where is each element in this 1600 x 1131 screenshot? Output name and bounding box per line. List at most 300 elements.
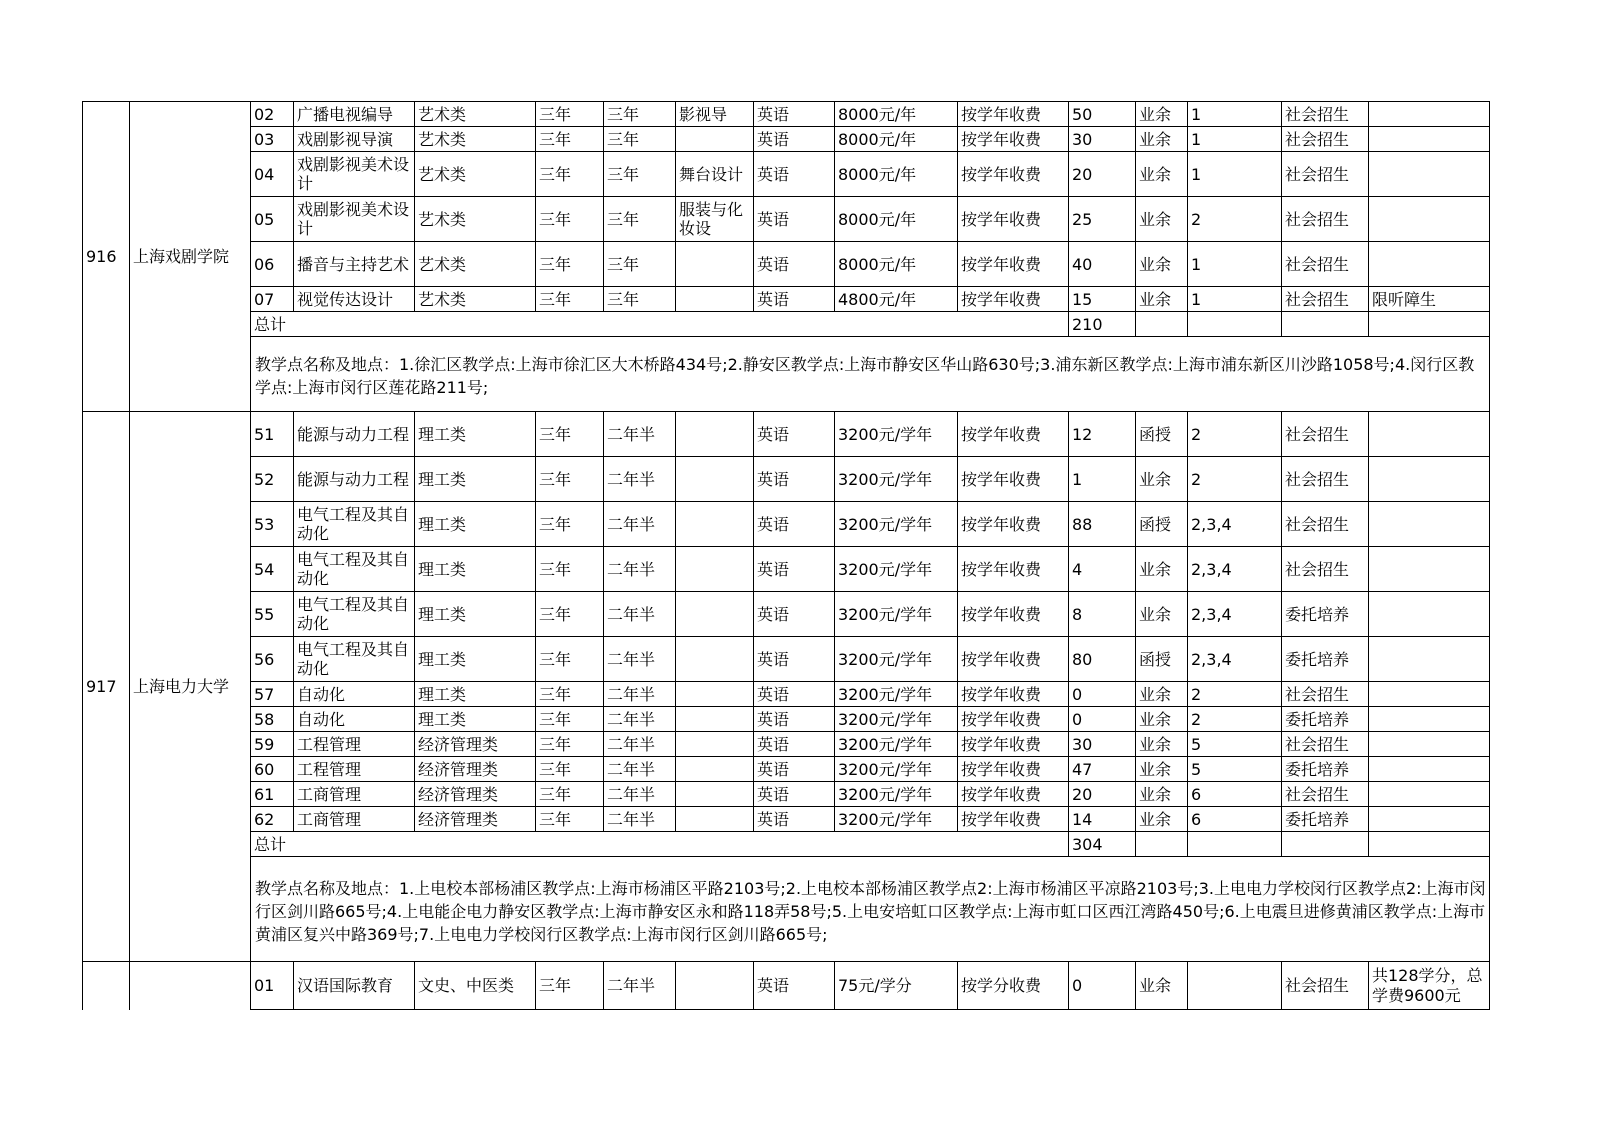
cell-category: 艺术类	[415, 152, 536, 197]
table-row	[83, 682, 1490, 707]
total-row	[83, 312, 1490, 337]
cell-source: 社会招生	[1282, 962, 1369, 1010]
cell-plan: 0	[1069, 707, 1136, 732]
cell-method: 按学年收费	[958, 127, 1069, 152]
cell-method: 按学年收费	[958, 682, 1069, 707]
cell-direction	[676, 707, 754, 732]
cell-method: 按学年收费	[958, 807, 1069, 832]
cell-note	[1369, 502, 1490, 547]
cell-plan: 15	[1069, 287, 1136, 312]
cell-major: 电气工程及其自动化	[294, 637, 415, 682]
cell-source: 社会招生	[1282, 502, 1369, 547]
cell-d2: 二年半	[604, 547, 676, 592]
cell-direction	[676, 127, 754, 152]
cell-method: 按学年收费	[958, 102, 1069, 127]
cell-site: 1	[1188, 127, 1282, 152]
cell-d1: 三年	[536, 457, 604, 502]
table-row	[83, 457, 1490, 502]
total-empty-note	[1369, 312, 1490, 337]
cell-source: 社会招生	[1282, 547, 1369, 592]
cell-method: 按学年收费	[958, 457, 1069, 502]
cell-no: 62	[251, 807, 294, 832]
cell-d1: 三年	[536, 127, 604, 152]
cell-fee: 8000元/年	[835, 152, 958, 197]
table-row	[83, 707, 1490, 732]
cell-source: 社会招生	[1282, 732, 1369, 757]
cell-fee: 75元/学分	[835, 962, 958, 1010]
cell-note	[1369, 732, 1490, 757]
cell-site	[1188, 962, 1282, 1010]
cell-site: 2,3,4	[1188, 637, 1282, 682]
cell-d1: 三年	[536, 732, 604, 757]
total-value: 304	[1069, 832, 1136, 857]
cell-form: 业余	[1136, 127, 1188, 152]
cell-site: 1	[1188, 152, 1282, 197]
cell-note	[1369, 152, 1490, 197]
cell-exam: 英语	[754, 732, 835, 757]
cell-no: 06	[251, 242, 294, 287]
total-empty-form	[1136, 312, 1188, 337]
cell-category: 经济管理类	[415, 782, 536, 807]
cell-major: 工商管理	[294, 807, 415, 832]
cell-direction	[676, 807, 754, 832]
cell-direction	[676, 242, 754, 287]
cell-d2: 二年半	[604, 782, 676, 807]
cell-no: 53	[251, 502, 294, 547]
cell-no: 55	[251, 592, 294, 637]
cell-note	[1369, 242, 1490, 287]
cell-no: 54	[251, 547, 294, 592]
cell-no: 56	[251, 637, 294, 682]
cell-direction	[676, 682, 754, 707]
cell-no: 61	[251, 782, 294, 807]
cell-method: 按学年收费	[958, 152, 1069, 197]
cell-plan: 47	[1069, 757, 1136, 782]
cell-plan: 20	[1069, 782, 1136, 807]
cell-major: 工商管理	[294, 782, 415, 807]
cell-exam: 英语	[754, 707, 835, 732]
table-row	[83, 782, 1490, 807]
school-code: 917	[83, 412, 130, 962]
cell-method: 按学年收费	[958, 547, 1069, 592]
cell-no: 60	[251, 757, 294, 782]
cell-d2: 二年半	[604, 707, 676, 732]
cell-exam: 英语	[754, 592, 835, 637]
cell-note	[1369, 682, 1490, 707]
total-row	[83, 832, 1490, 857]
cell-fee: 3200元/学年	[835, 782, 958, 807]
cell-plan: 25	[1069, 197, 1136, 242]
cell-exam: 英语	[754, 757, 835, 782]
cell-major: 汉语国际教育	[294, 962, 415, 1010]
table-row	[83, 287, 1490, 312]
cell-plan: 30	[1069, 127, 1136, 152]
cell-fee: 3200元/学年	[835, 547, 958, 592]
cell-category: 理工类	[415, 637, 536, 682]
cell-category: 理工类	[415, 502, 536, 547]
cell-category: 艺术类	[415, 127, 536, 152]
cell-major: 自动化	[294, 682, 415, 707]
cell-major: 工程管理	[294, 757, 415, 782]
table-row	[83, 127, 1490, 152]
cell-source: 社会招生	[1282, 682, 1369, 707]
cell-plan: 8	[1069, 592, 1136, 637]
cell-direction	[676, 457, 754, 502]
cell-d2: 二年半	[604, 457, 676, 502]
teaching-sites-text: 教学点名称及地点：1.徐汇区教学点:上海市徐汇区大木桥路434号;2.静安区教学点:上海市静安区华山路630号;3.浦东新区教学点:上海市浦东新区川沙路1058号;4.闵行区教学点:上海市闵行区莲花路211号;	[251, 337, 1490, 412]
cell-method: 按学年收费	[958, 242, 1069, 287]
cell-no: 51	[251, 412, 294, 457]
cell-fee: 3200元/学年	[835, 807, 958, 832]
cell-d1: 三年	[536, 707, 604, 732]
cell-method: 按学分收费	[958, 962, 1069, 1010]
school-code	[83, 962, 130, 1010]
cell-d1: 三年	[536, 757, 604, 782]
cell-d1: 三年	[536, 962, 604, 1010]
cell-note	[1369, 637, 1490, 682]
cell-d1: 三年	[536, 152, 604, 197]
cell-form: 业余	[1136, 457, 1188, 502]
cell-exam: 英语	[754, 547, 835, 592]
cell-source: 委托培养	[1282, 707, 1369, 732]
cell-site: 1	[1188, 287, 1282, 312]
cell-category: 理工类	[415, 547, 536, 592]
cell-source: 委托培养	[1282, 592, 1369, 637]
cell-note	[1369, 782, 1490, 807]
cell-d2: 二年半	[604, 682, 676, 707]
cell-note	[1369, 127, 1490, 152]
cell-direction	[676, 502, 754, 547]
total-empty-source	[1282, 832, 1369, 857]
cell-site: 2	[1188, 412, 1282, 457]
cell-d2: 三年	[604, 287, 676, 312]
cell-plan: 50	[1069, 102, 1136, 127]
cell-d1: 三年	[536, 502, 604, 547]
cell-site: 2	[1188, 197, 1282, 242]
cell-category: 艺术类	[415, 287, 536, 312]
cell-direction	[676, 757, 754, 782]
cell-fee: 3200元/学年	[835, 637, 958, 682]
cell-d1: 三年	[536, 287, 604, 312]
cell-plan: 12	[1069, 412, 1136, 457]
cell-fee: 8000元/年	[835, 102, 958, 127]
cell-major: 电气工程及其自动化	[294, 592, 415, 637]
cell-exam: 英语	[754, 197, 835, 242]
cell-direction	[676, 732, 754, 757]
cell-plan: 80	[1069, 637, 1136, 682]
cell-exam: 英语	[754, 412, 835, 457]
teaching-sites-text: 教学点名称及地点：1.上电校本部杨浦区教学点:上海市杨浦区平路2103号;2.上电校本部杨浦区教学点2:上海市杨浦区平凉路2103号;3.上电电力学校闵行区教学点2:上海市闵行区剑川路665号;4.上电能企电力静安区教学点:上海市静安区永和路118弄58号;5.上电安培虹口区教学点:上海市虹口区西江湾路450号;6.上电震旦进修黄浦区教学点:上海市黄浦区复兴中路369号;7.上电电力学校闵行区教学点:上海市闵行区剑川路665号;	[251, 857, 1490, 962]
cell-d2: 三年	[604, 127, 676, 152]
total-value: 210	[1069, 312, 1136, 337]
cell-category: 理工类	[415, 457, 536, 502]
cell-method: 按学年收费	[958, 502, 1069, 547]
cell-form: 函授	[1136, 637, 1188, 682]
cell-plan: 0	[1069, 682, 1136, 707]
cell-d1: 三年	[536, 412, 604, 457]
cell-note	[1369, 757, 1490, 782]
cell-category: 艺术类	[415, 242, 536, 287]
cell-fee: 3200元/学年	[835, 707, 958, 732]
cell-direction	[676, 637, 754, 682]
table-row	[83, 757, 1490, 782]
cell-d2: 三年	[604, 102, 676, 127]
cell-exam: 英语	[754, 457, 835, 502]
table-row	[83, 242, 1490, 287]
cell-form: 业余	[1136, 547, 1188, 592]
cell-d2: 三年	[604, 242, 676, 287]
cell-major: 视觉传达设计	[294, 287, 415, 312]
cell-d2: 二年半	[604, 962, 676, 1010]
cell-fee: 3200元/学年	[835, 732, 958, 757]
cell-major: 戏剧影视美术设计	[294, 152, 415, 197]
cell-source: 委托培养	[1282, 757, 1369, 782]
cell-d2: 二年半	[604, 732, 676, 757]
cell-major: 工程管理	[294, 732, 415, 757]
cell-d1: 三年	[536, 242, 604, 287]
cell-source: 社会招生	[1282, 242, 1369, 287]
cell-exam: 英语	[754, 962, 835, 1010]
cell-major: 广播电视编导	[294, 102, 415, 127]
cell-site: 2,3,4	[1188, 502, 1282, 547]
cell-d2: 三年	[604, 197, 676, 242]
cell-site: 6	[1188, 782, 1282, 807]
cell-form: 函授	[1136, 502, 1188, 547]
cell-major: 能源与动力工程	[294, 457, 415, 502]
total-empty-form	[1136, 832, 1188, 857]
total-label: 总计	[251, 832, 1069, 857]
cell-exam: 英语	[754, 152, 835, 197]
cell-exam: 英语	[754, 102, 835, 127]
cell-site: 2	[1188, 707, 1282, 732]
cell-category: 经济管理类	[415, 757, 536, 782]
cell-form: 业余	[1136, 707, 1188, 732]
cell-plan: 30	[1069, 732, 1136, 757]
cell-exam: 英语	[754, 682, 835, 707]
cell-site: 1	[1188, 242, 1282, 287]
school-code: 916	[83, 102, 130, 412]
cell-method: 按学年收费	[958, 637, 1069, 682]
cell-major: 电气工程及其自动化	[294, 547, 415, 592]
total-empty-note	[1369, 832, 1490, 857]
cell-major: 能源与动力工程	[294, 412, 415, 457]
cell-form: 业余	[1136, 682, 1188, 707]
cell-no: 01	[251, 962, 294, 1010]
cell-d1: 三年	[536, 637, 604, 682]
cell-d2: 二年半	[604, 807, 676, 832]
cell-note: 限听障生	[1369, 287, 1490, 312]
cell-site: 6	[1188, 807, 1282, 832]
cell-d1: 三年	[536, 807, 604, 832]
cell-plan: 14	[1069, 807, 1136, 832]
table-row	[83, 152, 1490, 197]
total-empty-site	[1188, 312, 1282, 337]
cell-plan: 88	[1069, 502, 1136, 547]
cell-direction	[676, 412, 754, 457]
cell-no: 58	[251, 707, 294, 732]
cell-no: 52	[251, 457, 294, 502]
cell-site: 2,3,4	[1188, 592, 1282, 637]
cell-d2: 二年半	[604, 412, 676, 457]
cell-category: 经济管理类	[415, 732, 536, 757]
cell-form: 业余	[1136, 152, 1188, 197]
cell-source: 社会招生	[1282, 457, 1369, 502]
cell-exam: 英语	[754, 127, 835, 152]
cell-no: 07	[251, 287, 294, 312]
table-row	[83, 412, 1490, 457]
cell-site: 1	[1188, 102, 1282, 127]
cell-method: 按学年收费	[958, 782, 1069, 807]
cell-d2: 三年	[604, 152, 676, 197]
cell-note	[1369, 807, 1490, 832]
cell-category: 经济管理类	[415, 807, 536, 832]
cell-fee: 3200元/学年	[835, 457, 958, 502]
cell-method: 按学年收费	[958, 287, 1069, 312]
school-name	[130, 962, 251, 1010]
cell-major: 电气工程及其自动化	[294, 502, 415, 547]
cell-direction: 影视导	[676, 102, 754, 127]
cell-d2: 二年半	[604, 637, 676, 682]
cell-d1: 三年	[536, 592, 604, 637]
cell-fee: 3200元/学年	[835, 592, 958, 637]
cell-d2: 二年半	[604, 757, 676, 782]
cell-site: 5	[1188, 732, 1282, 757]
cell-plan: 0	[1069, 962, 1136, 1010]
cell-category: 文史、中医类	[415, 962, 536, 1010]
cell-direction	[676, 592, 754, 637]
table-row	[83, 592, 1490, 637]
cell-major: 戏剧影视导演	[294, 127, 415, 152]
cell-form: 业余	[1136, 592, 1188, 637]
cell-source: 社会招生	[1282, 127, 1369, 152]
cell-source: 社会招生	[1282, 782, 1369, 807]
cell-form: 业余	[1136, 807, 1188, 832]
cell-direction	[676, 782, 754, 807]
cell-direction	[676, 547, 754, 592]
cell-d2: 二年半	[604, 592, 676, 637]
cell-note	[1369, 457, 1490, 502]
total-label: 总计	[251, 312, 1069, 337]
cell-site: 5	[1188, 757, 1282, 782]
table-row	[83, 102, 1490, 127]
cell-site: 2,3,4	[1188, 547, 1282, 592]
cell-category: 艺术类	[415, 102, 536, 127]
table-row	[83, 502, 1490, 547]
cell-plan: 40	[1069, 242, 1136, 287]
cell-site: 2	[1188, 682, 1282, 707]
cell-direction	[676, 962, 754, 1010]
cell-plan: 1	[1069, 457, 1136, 502]
cell-plan: 4	[1069, 547, 1136, 592]
cell-note	[1369, 547, 1490, 592]
cell-exam: 英语	[754, 287, 835, 312]
cell-fee: 8000元/年	[835, 127, 958, 152]
table-row	[83, 732, 1490, 757]
cell-no: 57	[251, 682, 294, 707]
cell-category: 理工类	[415, 707, 536, 732]
cell-form: 业余	[1136, 732, 1188, 757]
cell-note	[1369, 707, 1490, 732]
cell-no: 04	[251, 152, 294, 197]
cell-no: 02	[251, 102, 294, 127]
cell-category: 艺术类	[415, 197, 536, 242]
table-row	[83, 637, 1490, 682]
cell-direction	[676, 287, 754, 312]
table-row	[83, 197, 1490, 242]
cell-method: 按学年收费	[958, 757, 1069, 782]
cell-direction: 舞台设计	[676, 152, 754, 197]
cell-fee: 4800元/年	[835, 287, 958, 312]
total-empty-source	[1282, 312, 1369, 337]
total-empty-site	[1188, 832, 1282, 857]
cell-source: 社会招生	[1282, 412, 1369, 457]
cell-note: 共128学分，总学费9600元	[1369, 962, 1490, 1010]
cell-form: 业余	[1136, 782, 1188, 807]
cell-d2: 二年半	[604, 502, 676, 547]
cell-form: 函授	[1136, 412, 1188, 457]
cell-note	[1369, 197, 1490, 242]
cell-form: 业余	[1136, 102, 1188, 127]
cell-form: 业余	[1136, 287, 1188, 312]
table-row	[83, 807, 1490, 832]
cell-method: 按学年收费	[958, 707, 1069, 732]
cell-d1: 三年	[536, 102, 604, 127]
cell-exam: 英语	[754, 782, 835, 807]
table-row	[83, 547, 1490, 592]
cell-category: 理工类	[415, 592, 536, 637]
cell-direction: 服装与化妆设	[676, 197, 754, 242]
cell-fee: 8000元/年	[835, 242, 958, 287]
cell-source: 社会招生	[1282, 197, 1369, 242]
school-name: 上海电力大学	[130, 412, 251, 962]
enrollment-table	[82, 101, 1490, 1010]
cell-fee: 8000元/年	[835, 197, 958, 242]
school-name: 上海戏剧学院	[130, 102, 251, 412]
cell-note	[1369, 102, 1490, 127]
cell-no: 59	[251, 732, 294, 757]
cell-fee: 3200元/学年	[835, 757, 958, 782]
cell-exam: 英语	[754, 502, 835, 547]
cell-category: 理工类	[415, 412, 536, 457]
cell-category: 理工类	[415, 682, 536, 707]
cell-form: 业余	[1136, 757, 1188, 782]
cell-no: 03	[251, 127, 294, 152]
cell-d1: 三年	[536, 782, 604, 807]
table-row	[83, 962, 1490, 1010]
cell-source: 社会招生	[1282, 102, 1369, 127]
cell-fee: 3200元/学年	[835, 502, 958, 547]
cell-note	[1369, 592, 1490, 637]
cell-form: 业余	[1136, 242, 1188, 287]
cell-major: 播音与主持艺术	[294, 242, 415, 287]
cell-source: 社会招生	[1282, 152, 1369, 197]
cell-fee: 3200元/学年	[835, 412, 958, 457]
teaching-sites-row	[83, 337, 1490, 412]
cell-site: 2	[1188, 457, 1282, 502]
cell-method: 按学年收费	[958, 197, 1069, 242]
cell-exam: 英语	[754, 242, 835, 287]
cell-no: 05	[251, 197, 294, 242]
cell-source: 委托培养	[1282, 807, 1369, 832]
cell-form: 业余	[1136, 962, 1188, 1010]
cell-source: 委托培养	[1282, 637, 1369, 682]
cell-exam: 英语	[754, 807, 835, 832]
cell-method: 按学年收费	[958, 592, 1069, 637]
cell-d1: 三年	[536, 682, 604, 707]
cell-source: 社会招生	[1282, 287, 1369, 312]
cell-fee: 3200元/学年	[835, 682, 958, 707]
cell-form: 业余	[1136, 197, 1188, 242]
